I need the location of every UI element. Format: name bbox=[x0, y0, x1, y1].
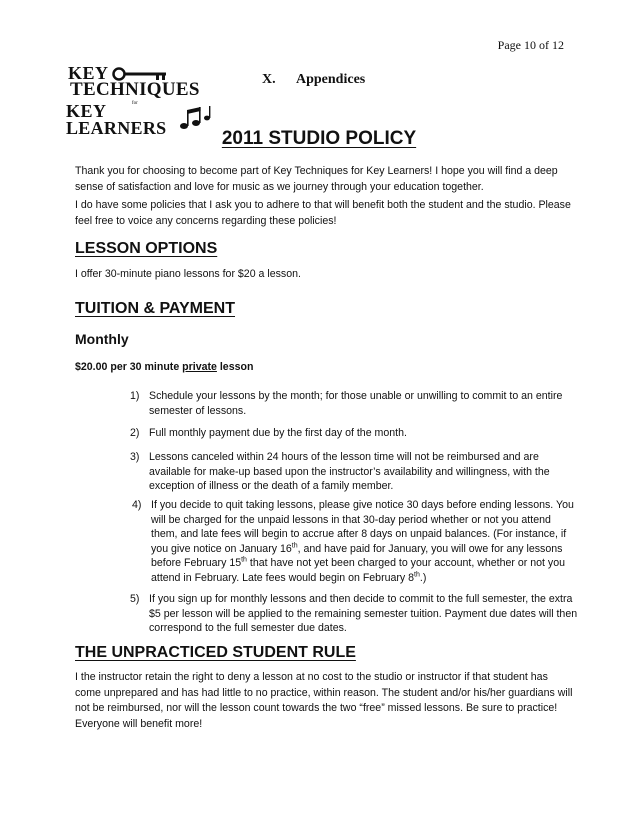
appendix-number: X. bbox=[262, 72, 276, 87]
appendix-heading bbox=[262, 72, 365, 88]
list-text: If you decide to quit taking lessons, please give notice 30 days before ending lessons. You will be charged for the unpaid lessons in that 30-day period whether or not you attend them, and late fees will begin to accrue after 8 days on unpaid balances. (For instance, if you give notice on January 16th, and have paid for January, you will owe for any lessons before February 15th that have not yet been charged to your account, whether or not you attend in February. Late fees would begin on February 8th.) bbox=[151, 499, 574, 584]
page-title: 2011 STUDIO POLICY bbox=[221, 128, 417, 149]
list-number: 1) bbox=[130, 390, 140, 402]
list-text: Schedule your lessons by the month; for those unable or unwilling to commit to an entire semester of lessons. bbox=[149, 390, 563, 417]
list-number: 2) bbox=[130, 427, 140, 439]
logo-line-key-2: KEY bbox=[66, 101, 107, 121]
rate-prefix: $20.00 per 30 minute bbox=[75, 361, 183, 373]
policy-list-item-4 bbox=[132, 498, 580, 585]
list-number: 3) bbox=[130, 451, 140, 463]
studio-logo bbox=[66, 63, 216, 138]
lesson-options-text: I offer 30-minute piano lessons for $20 a lesson. bbox=[75, 268, 301, 280]
tuition-heading: TUITION & PAYMENT bbox=[75, 300, 236, 317]
rate-suffix: lesson bbox=[216, 361, 254, 373]
rate-line bbox=[75, 361, 253, 373]
unpracticed-heading: THE UNPRACTICED STUDENT RULE bbox=[75, 644, 356, 661]
policy-list-item-1 bbox=[130, 389, 578, 418]
list-text: Full monthly payment due by the first day of the month. bbox=[149, 427, 407, 439]
logo-line-techniques: TECHNIQUES bbox=[70, 79, 200, 100]
unpracticed-text: I the instructor retain the right to deny a lesson at no cost to the studio or instructor if that student has come unprepared and has had little to no practice, within reason. The student and/or his/her guardians will not be reimbursed, nor will the lesson count towards the two “free” missed lessons. Be sure to practice! Everyone will benefit more! bbox=[75, 671, 573, 730]
intro-paragraph-1: Thank you for choosing to become part of Key Techniques for Key Learners! I hope you will find a deep sense of satisfaction and love for music as we journey through your education together. bbox=[75, 165, 558, 193]
policy-list-item-5 bbox=[130, 592, 578, 636]
list-number: 4) bbox=[132, 499, 142, 511]
lesson-options-heading: LESSON OPTIONS bbox=[75, 240, 218, 257]
logo-line-for: for bbox=[132, 101, 138, 106]
monthly-subheading: Monthly bbox=[75, 331, 129, 347]
list-text: If you sign up for monthly lessons and then decide to commit to the full semester, the extra $5 per lesson will be applied to the remaining semester tuition. Payment due dates will then correspond to the full semester due dates. bbox=[149, 593, 578, 634]
list-text: Lessons canceled within 24 hours of the lesson time will not be reimbursed and are available for make-up based upon the instructor’s availability and willingness, with the exception of illness or the death of a family member. bbox=[149, 451, 550, 492]
rate-underlined: private bbox=[182, 361, 217, 373]
policy-list-item-3 bbox=[130, 450, 578, 494]
page-number: Page 10 of 12 bbox=[497, 38, 564, 52]
list-number: 5) bbox=[130, 593, 140, 605]
intro-paragraph-2: I do have some policies that I ask you to adhere to that will benefit both the student and the studio. Please feel free to voice any concerns regarding these policies! bbox=[75, 199, 571, 227]
appendix-title: Appendices bbox=[296, 72, 366, 87]
logo-line-key: KEY bbox=[68, 63, 109, 83]
policy-list-item-2 bbox=[130, 426, 578, 441]
logo-line-learners: LEARNERS bbox=[66, 118, 167, 138]
